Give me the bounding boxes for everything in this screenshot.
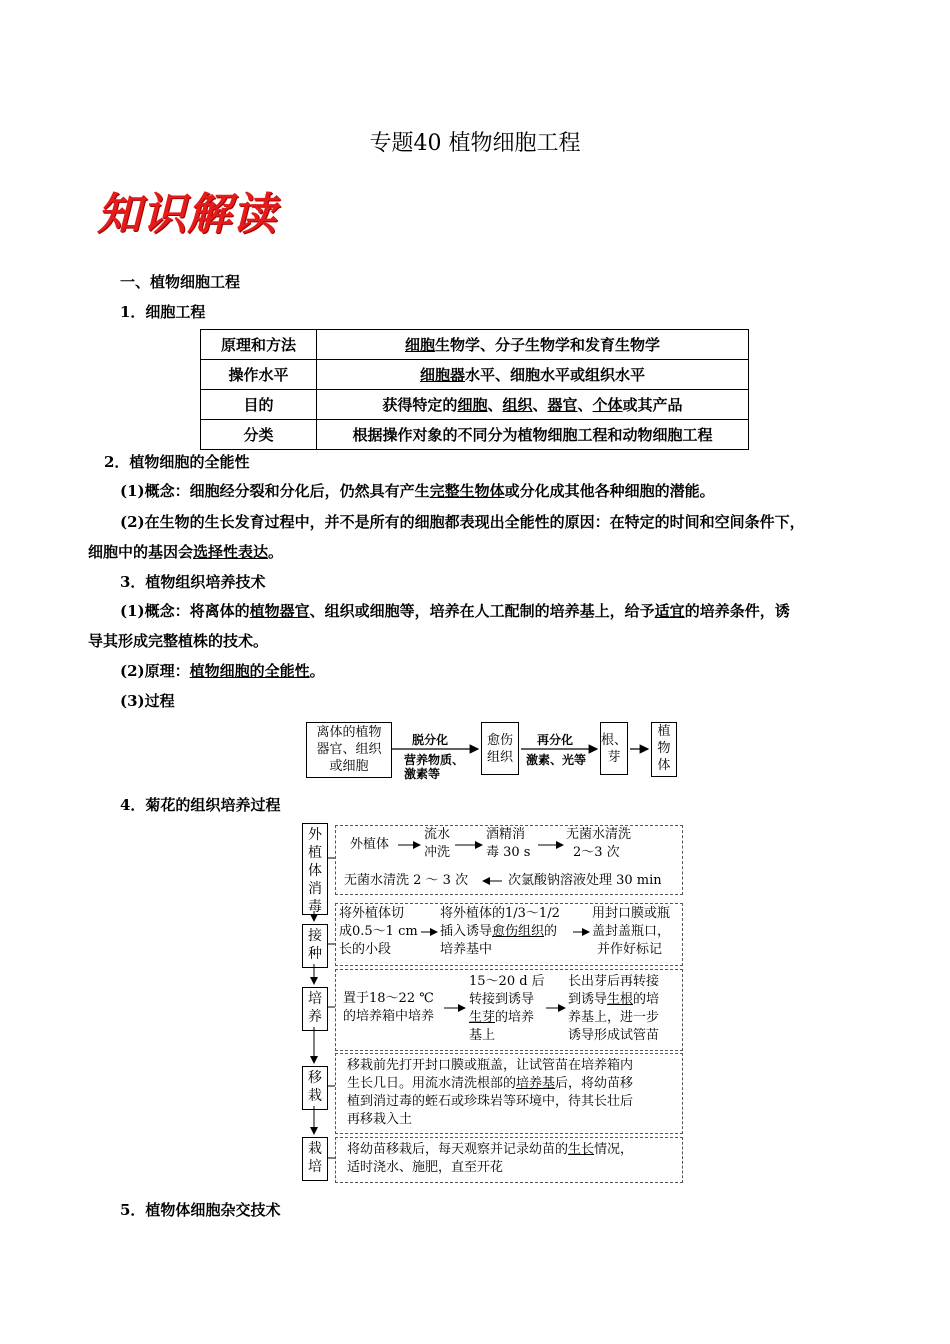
text: 根、 xyxy=(601,733,628,748)
step-text: 置于18～22 ℃ xyxy=(343,991,434,1006)
table-key: 分类 xyxy=(201,420,317,450)
step-text: 到诱导生根的培 xyxy=(568,992,660,1007)
text: (1)概念：细胞经分裂和分化后，仍然具有产生 xyxy=(120,482,430,500)
text: 。 xyxy=(268,543,284,561)
section-banner: 知识解读 xyxy=(97,189,277,240)
text: 愈伤 xyxy=(486,733,513,748)
step-text: 长出芽后再转接 xyxy=(568,974,660,989)
step-text: 长的小段 xyxy=(339,942,392,957)
text: 细胞中的基因会 xyxy=(88,543,194,561)
step-text: 再移栽入土 xyxy=(347,1112,413,1127)
step-text: 诱导形成试管苗 xyxy=(568,1028,660,1043)
paragraph: (2)在生物的生长发育过程中，并不是所有的细胞都表现出全能性的原因：在特定的时间和空间条件下， xyxy=(120,513,805,531)
step-text: 插入诱导愈伤组织的 xyxy=(440,924,558,939)
step-text: 适时浇水、施肥，直至开花 xyxy=(347,1160,504,1175)
subsection-heading-3: 3．植物组织培养技术 xyxy=(120,573,266,591)
text: 、组织或细胞等，培养在人工配制的培养基上，给予 xyxy=(309,602,655,620)
step-text: 生芽的培养 xyxy=(469,1010,535,1025)
subsection-heading-5: 5．植物体细胞杂交技术 xyxy=(120,1201,281,1219)
page-title: 专题40 植物细胞工程 xyxy=(369,131,581,156)
table-value: 获得特定的细胞、组织、器官、个体或其产品 xyxy=(317,390,749,420)
text: 体 xyxy=(657,758,671,773)
step-text: 无菌水清洗 2 ～ 3 次 xyxy=(344,873,469,888)
text: 或分化成其他各种细胞的潜能。 xyxy=(504,482,715,500)
table-value-underlined: 细胞器 xyxy=(419,366,465,384)
step-text: 外植体 xyxy=(350,837,390,852)
text: 栽培 xyxy=(308,1141,322,1175)
step-text: 植到消过毒的蛭石或珍珠岩等环境中，待其长壮后 xyxy=(347,1094,634,1109)
step-text: 15～20 d 后 xyxy=(469,974,545,989)
step-text: 毒 30 s xyxy=(486,845,531,860)
subsection-heading-2: 2．植物细胞的全能性 xyxy=(104,453,250,471)
step-text: 将外植体切 xyxy=(339,906,405,921)
step-text: 冲洗 xyxy=(424,845,451,860)
step-text: 次氯酸钠溶液处理 30 min xyxy=(508,873,662,888)
text: 。 xyxy=(309,662,325,680)
step-text: 盖封盖瓶口， xyxy=(592,924,671,939)
text: 的培养条件，诱 xyxy=(684,602,790,620)
table-key: 原理和方法 xyxy=(201,330,317,360)
step-text: 2～3 次 xyxy=(573,845,620,860)
arrow-label-redifferentiation: 再分化 xyxy=(537,733,574,747)
text: 接种 xyxy=(308,928,322,962)
underlined-text: 植物细胞的全能性 xyxy=(189,662,310,680)
table-value: 根据操作对象的不同分为植物细胞工程和动物细胞工程 xyxy=(317,420,749,450)
step-text: 养基上，进一步 xyxy=(568,1010,660,1025)
arrow-sublabel: 激素等 xyxy=(404,767,441,781)
table-value-underlined: 细胞 xyxy=(404,336,435,354)
subsection-heading-1: 1．细胞工程 xyxy=(120,303,206,321)
step-text: 并作好标记 xyxy=(597,942,663,957)
text: 植 xyxy=(657,724,671,739)
arrow-label-dedifferentiation: 脱分化 xyxy=(412,733,449,747)
text: 器官、组织 xyxy=(316,742,382,757)
step-text: 无菌水清洗 xyxy=(566,827,632,842)
paragraph: 导其形成完整植株的技术。 xyxy=(88,632,269,650)
text: (2)原理： xyxy=(120,662,190,680)
step-text: 成0.5～1 cm xyxy=(339,924,418,939)
step-text: 转接到诱导 xyxy=(469,992,535,1007)
table-key: 目的 xyxy=(201,390,317,420)
step-text: 生长几日。用流水清洗根部的培养基后，将幼苗移 xyxy=(347,1076,634,1091)
step-text: 酒精消 xyxy=(486,827,526,842)
text: 培养 xyxy=(308,991,322,1025)
table-key: 操作水平 xyxy=(201,360,317,390)
text: 物 xyxy=(657,741,671,756)
table-value: 细胞生物学、分子生物学和发育生物学 xyxy=(317,330,749,360)
text: 组织 xyxy=(486,750,513,765)
step-text: 培养基中 xyxy=(440,942,493,957)
subsection-heading-4: 4．菊花的组织培养过程 xyxy=(120,796,281,814)
step-text: 将外植体的1/3～1/2 xyxy=(440,906,560,921)
text: 移栽 xyxy=(308,1070,322,1104)
underlined-text: 完整生物体 xyxy=(429,482,505,500)
step-text: 移栽前先打开封口膜或瓶盖，让试管苗在培养箱内 xyxy=(347,1058,634,1073)
text: 离体的植物 xyxy=(316,725,382,740)
text: 或细胞 xyxy=(329,759,369,774)
step-text: 的培养箱中培养 xyxy=(343,1009,435,1024)
step-text: 用封口膜或瓶 xyxy=(592,906,671,921)
step-text: 流水 xyxy=(424,827,451,842)
underlined-text: 植物器官 xyxy=(249,602,310,620)
underlined-text: 适宜 xyxy=(654,602,685,620)
step-text: 基上 xyxy=(469,1028,496,1043)
arrow-sublabel: 激素、光等 xyxy=(526,753,587,767)
underlined-text: 选择性表达 xyxy=(193,543,269,561)
step-text: 将幼苗移栽后，每天观察并记录幼苗的生长情况， xyxy=(347,1142,634,1157)
text: 芽 xyxy=(607,750,621,765)
section-heading: 一、植物细胞工程 xyxy=(120,273,241,291)
arrow-sublabel: 营养物质、 xyxy=(404,753,465,767)
text: (1)概念：将离体的 xyxy=(120,602,250,620)
table-value: 细胞器水平、细胞水平或组织水平 xyxy=(317,360,749,390)
paragraph: (3)过程 xyxy=(120,692,175,710)
text: 外植体消毒 xyxy=(308,827,322,915)
